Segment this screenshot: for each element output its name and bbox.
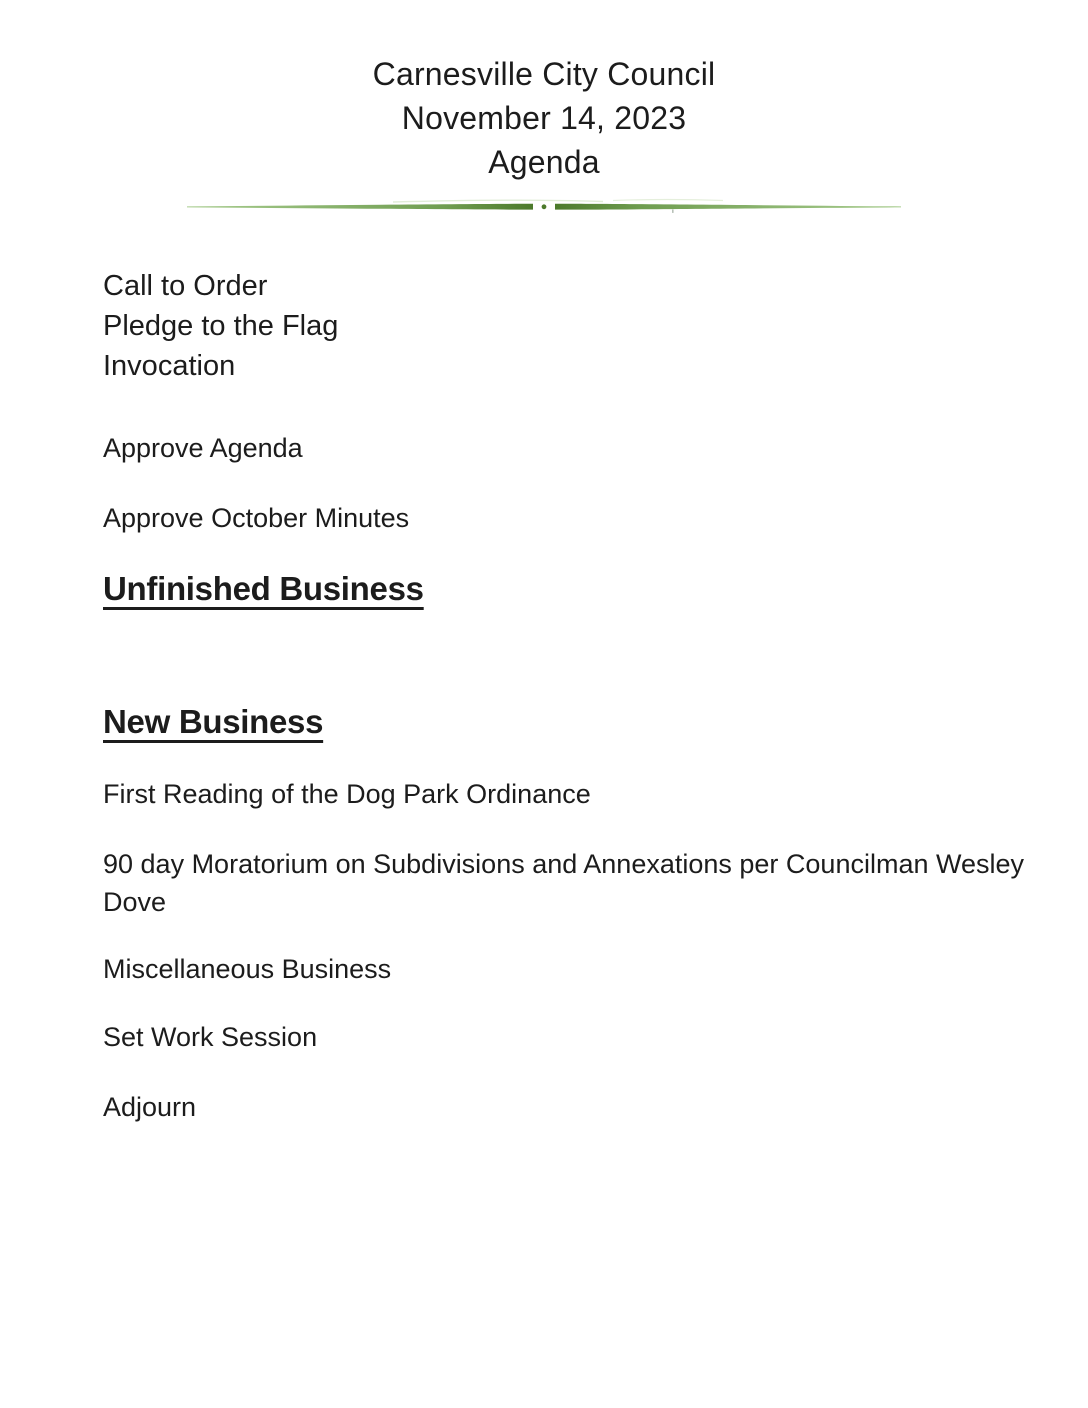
decorative-divider: [183, 198, 905, 216]
agenda-item-call-to-order: Call to Order: [103, 270, 268, 302]
agenda-item-invocation: Invocation: [103, 350, 236, 382]
page-title: Carnesville City Council: [372, 56, 716, 92]
tapered-rule-graphic: [183, 198, 905, 216]
agenda-item-approve-agenda: Approve Agenda: [103, 433, 303, 463]
agenda-item-dog-park-ordinance: First Reading of the Dog Park Ordinance: [103, 779, 591, 809]
agenda-item-moratorium: 90 day Moratorium on Subdivisions and Annexations per Councilman Wesley Dove: [103, 849, 1025, 917]
meeting-date: November 14, 2023: [401, 100, 687, 136]
agenda-item-adjourn: Adjourn: [103, 1092, 197, 1122]
document-header: [0, 52, 1088, 184]
agenda-item-approve-october-minutes: Approve October Minutes: [103, 503, 410, 533]
section-heading-unfinished-business: Unfinished Business: [103, 570, 424, 607]
agenda-item-miscellaneous-business: Miscellaneous Business: [103, 954, 392, 984]
agenda-item-pledge: Pledge to the Flag: [103, 310, 339, 342]
opening-items: [103, 266, 338, 386]
agenda-item-set-work-session: Set Work Session: [103, 1022, 318, 1052]
section-heading-new-business: New Business: [103, 703, 324, 740]
document-subtitle: Agenda: [488, 144, 600, 180]
